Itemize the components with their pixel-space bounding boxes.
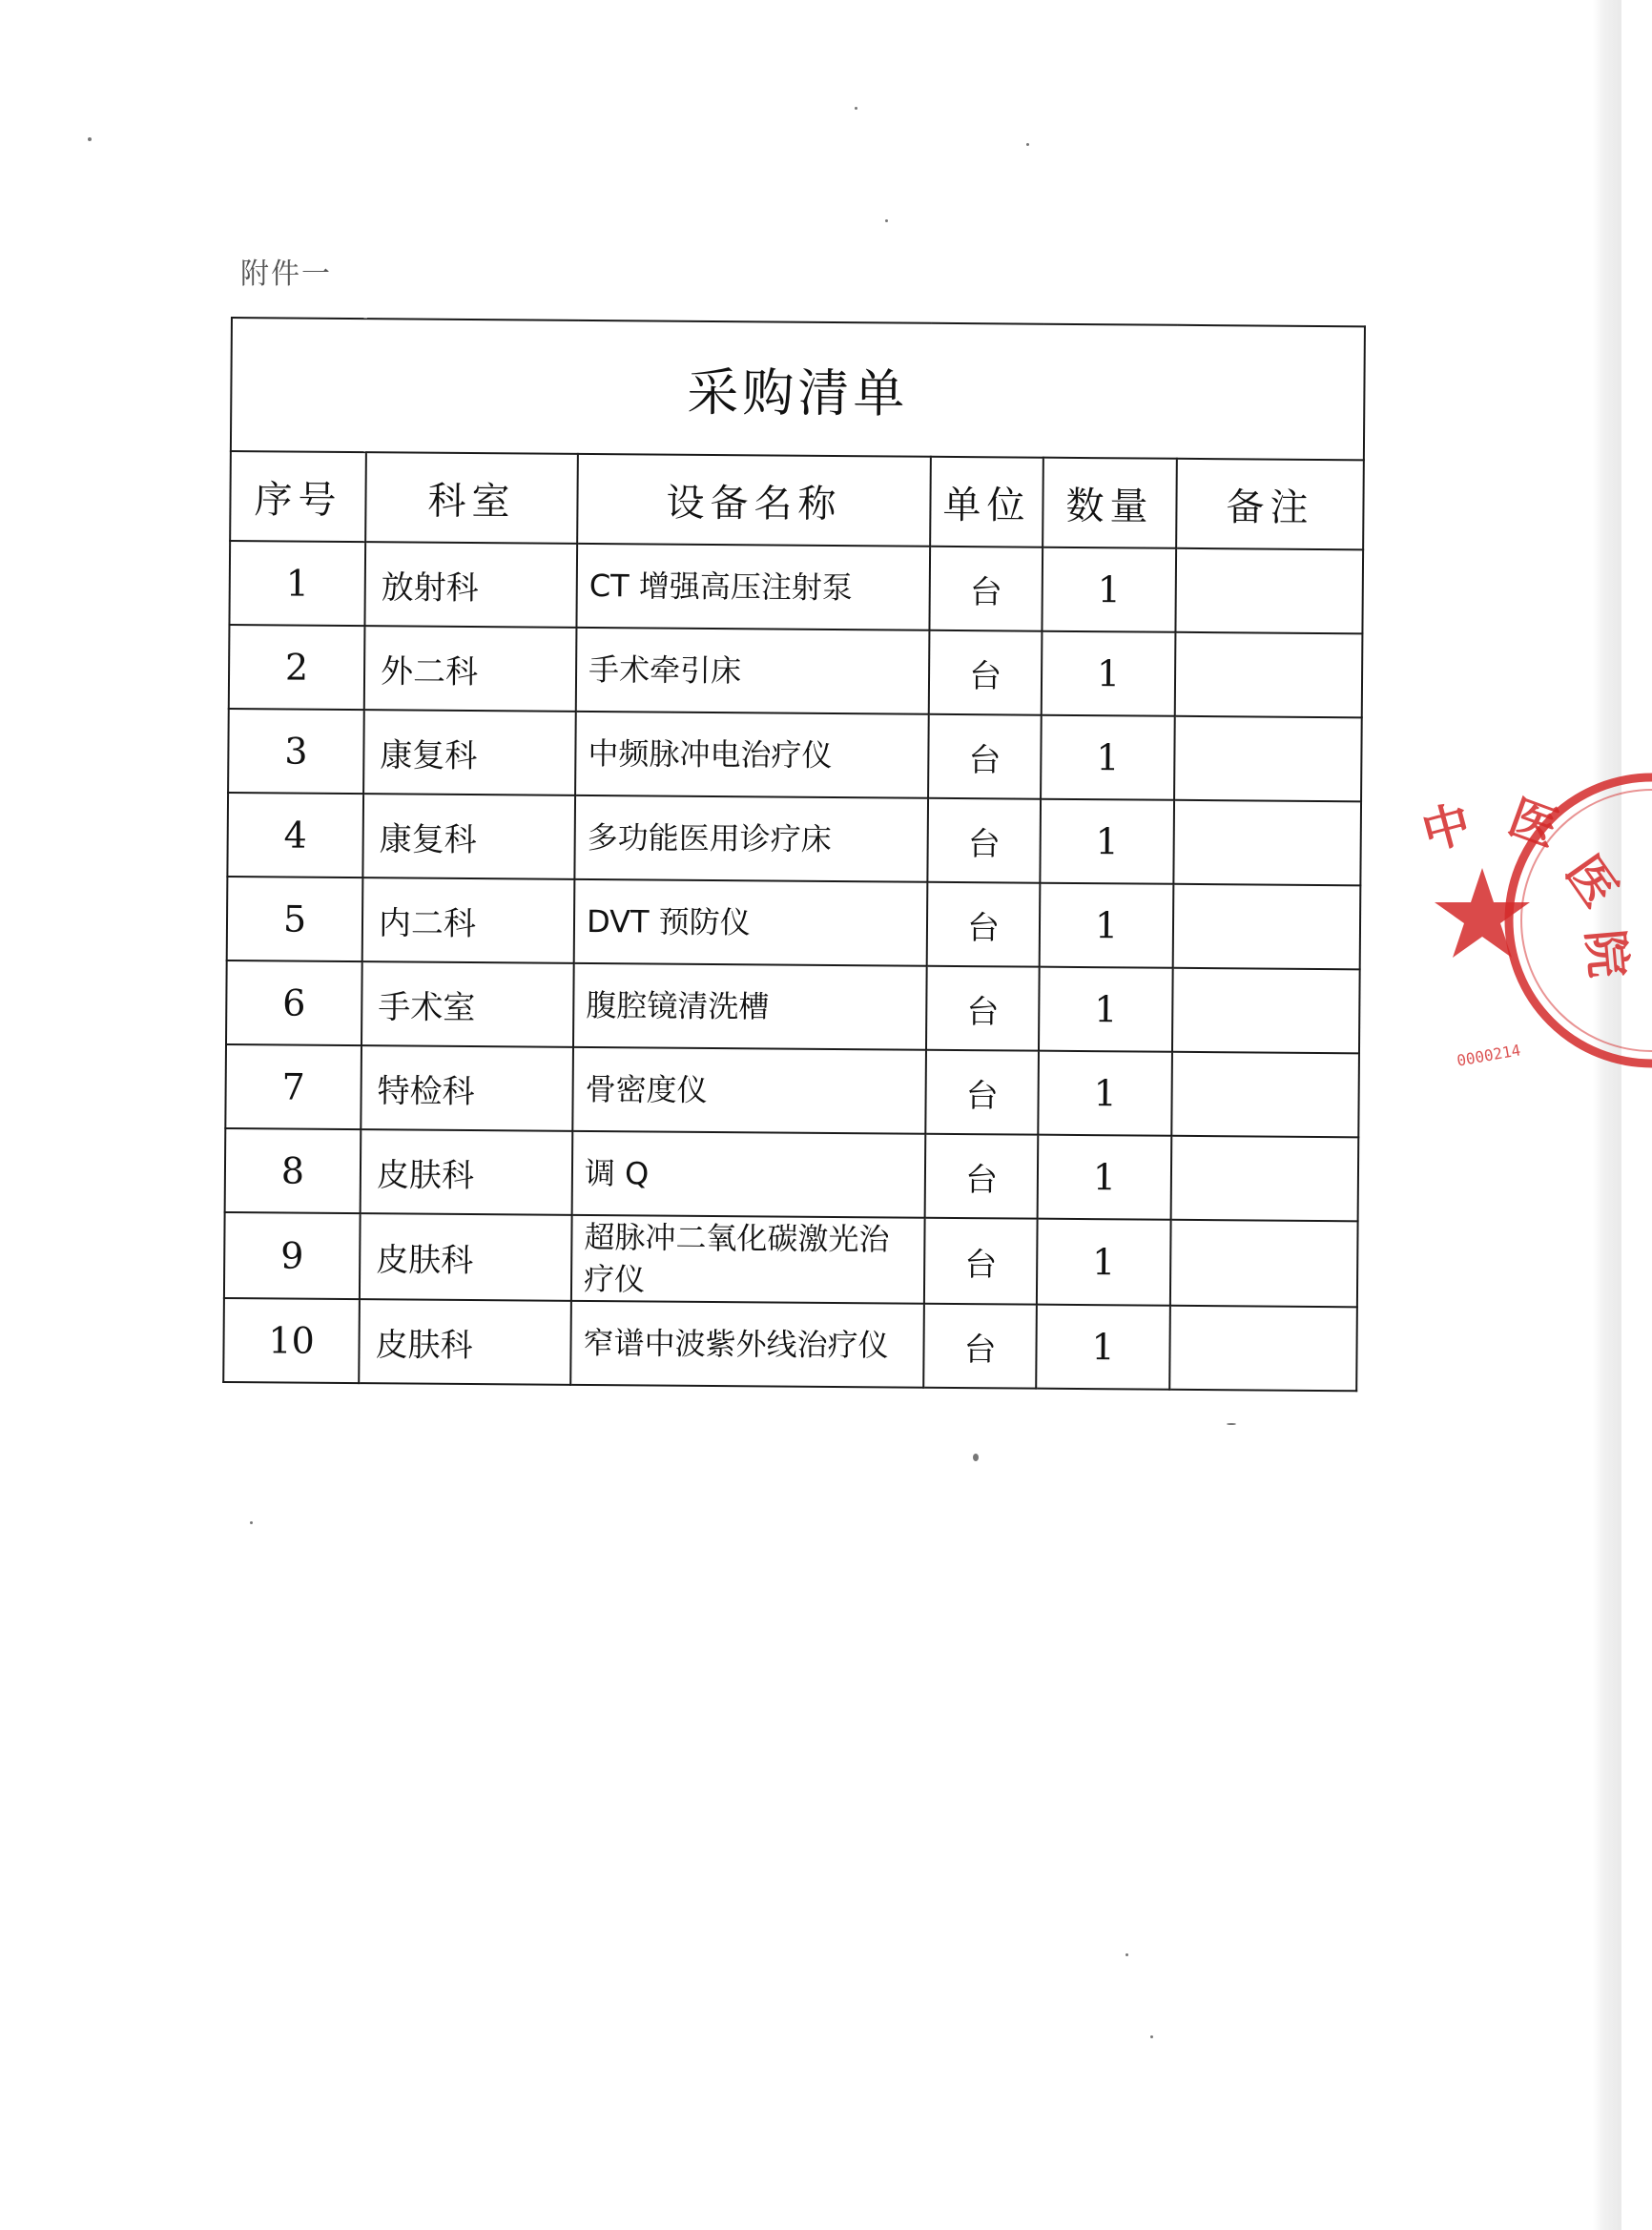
cell-unit: 台 — [929, 547, 1043, 631]
cell-department: 手术室 — [361, 961, 574, 1047]
table-row — [224, 1212, 1358, 1307]
cell-unit: 台 — [928, 714, 1042, 799]
table-row — [227, 877, 1361, 969]
cell-remarks — [1170, 1220, 1358, 1308]
cell-quantity: 1 — [1040, 883, 1174, 968]
table-row — [223, 1298, 1357, 1391]
cell-equipment: 手术牵引床 — [576, 628, 930, 714]
cell-no: 1 — [229, 541, 365, 626]
cell-department: 皮肤科 — [360, 1213, 572, 1301]
cell-quantity: 1 — [1037, 1219, 1171, 1306]
cell-department: 内二科 — [362, 878, 575, 963]
table-row — [228, 709, 1362, 801]
cell-unit: 台 — [925, 1050, 1039, 1135]
scan-speck — [1150, 2035, 1153, 2038]
cell-no: 4 — [227, 793, 363, 878]
scan-speck — [250, 1521, 253, 1524]
cell-unit: 台 — [929, 630, 1043, 715]
cell-quantity: 1 — [1038, 1135, 1172, 1220]
cell-equipment: 多功能医用诊疗床 — [574, 795, 928, 882]
procurement-sheet — [222, 317, 1364, 1392]
cell-department: 皮肤科 — [359, 1299, 571, 1385]
cell-department: 特检科 — [361, 1045, 573, 1131]
cell-remarks — [1171, 1052, 1359, 1138]
table-row — [225, 1044, 1359, 1137]
cell-quantity: 1 — [1036, 1305, 1170, 1390]
cell-remarks — [1171, 1136, 1359, 1222]
seal-ring — [1509, 777, 1652, 1063]
cell-equipment: 中频脉冲电治疗仪 — [575, 712, 929, 798]
cell-remarks — [1175, 632, 1363, 718]
seal-number: 0000214 — [1455, 1041, 1522, 1070]
procurement-table — [222, 317, 1366, 1392]
cell-no: 3 — [228, 709, 364, 794]
header-equipment: 设备名称 — [577, 454, 931, 547]
cell-no: 10 — [223, 1298, 360, 1383]
cell-department: 康复科 — [362, 794, 575, 879]
cell-remarks — [1173, 800, 1361, 886]
cell-equipment: 腹腔镜清洗槽 — [573, 963, 927, 1050]
cell-no: 9 — [224, 1212, 361, 1299]
seal-char: 中 — [1415, 795, 1477, 861]
cell-remarks — [1169, 1306, 1357, 1392]
table-row — [229, 541, 1363, 633]
header-department: 科室 — [365, 452, 578, 544]
cell-equipment: CT 增强高压注射泵 — [576, 544, 930, 630]
table-row — [227, 793, 1361, 885]
cell-remarks — [1172, 968, 1360, 1054]
cell-quantity: 1 — [1042, 547, 1176, 632]
cell-unit: 台 — [927, 882, 1041, 967]
seal-char: 医 — [1501, 789, 1566, 857]
table-row — [226, 960, 1360, 1053]
scan-edge-shadow — [1593, 0, 1621, 2230]
scan-speck — [855, 107, 857, 110]
cell-remarks — [1175, 548, 1363, 634]
header-no: 序号 — [230, 451, 366, 542]
table-title: 采购清单 — [231, 318, 1365, 460]
cell-unit: 台 — [927, 798, 1041, 883]
cell-equipment: 调 Q — [572, 1131, 926, 1218]
scan-speck — [973, 1454, 979, 1461]
cell-quantity: 1 — [1040, 799, 1174, 884]
scan-speck — [1227, 1423, 1236, 1425]
cell-quantity: 1 — [1038, 1051, 1172, 1136]
header-remarks: 备注 — [1176, 459, 1364, 550]
cell-unit: 台 — [924, 1218, 1038, 1305]
cell-department: 康复科 — [363, 710, 576, 795]
cell-unit: 台 — [925, 1134, 1039, 1219]
scan-speck — [1026, 143, 1029, 146]
cell-no: 7 — [225, 1044, 361, 1129]
cell-quantity: 1 — [1041, 715, 1175, 800]
seal-char: 医 — [1555, 845, 1628, 917]
cell-remarks — [1174, 716, 1362, 802]
attachment-label: 附件一 — [240, 258, 332, 291]
cell-unit: 台 — [923, 1304, 1037, 1389]
scan-speck — [885, 219, 888, 222]
cell-no: 6 — [226, 960, 362, 1045]
cell-department: 外二科 — [364, 626, 577, 712]
cell-no: 5 — [227, 877, 363, 961]
table-row — [225, 1128, 1359, 1221]
scan-speck — [1125, 1953, 1128, 1956]
seal-char: 院 — [1576, 927, 1637, 981]
cell-department: 放射科 — [364, 542, 577, 628]
header-quantity: 数量 — [1043, 458, 1177, 548]
cell-quantity: 1 — [1042, 631, 1176, 716]
cell-equipment: 窄谱中波紫外线治疗仪 — [570, 1301, 924, 1388]
star-icon — [1435, 868, 1530, 958]
header-unit: 单位 — [930, 457, 1043, 547]
scan-speck — [88, 137, 92, 141]
cell-equipment: 骨密度仪 — [572, 1047, 926, 1134]
cell-quantity: 1 — [1039, 967, 1173, 1052]
cell-unit: 台 — [926, 966, 1040, 1051]
cell-remarks — [1173, 884, 1361, 970]
table-row — [229, 625, 1363, 717]
cell-no: 8 — [225, 1128, 361, 1213]
cell-equipment: 超脉冲二氧化碳激光治疗仪 — [571, 1215, 925, 1304]
cell-department: 皮肤科 — [361, 1129, 573, 1215]
cell-no: 2 — [229, 625, 365, 710]
cell-equipment: DVT 预防仪 — [574, 879, 928, 966]
